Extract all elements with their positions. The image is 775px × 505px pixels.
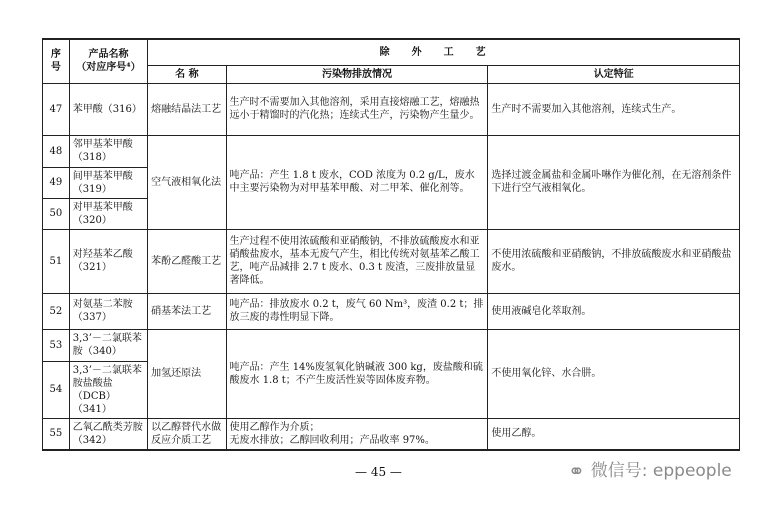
row-process-name: 加氢还原法 (148, 329, 226, 418)
row-pollutant: 吨产品：产生 14%废氢氧化钠碱液 300 kg，废盐酸和硫酸废水 1.8 t；不产生废活性炭等固体废弃物。 (226, 329, 488, 418)
row-product: 苯甲酸（316） (69, 83, 147, 135)
row-no: 50 (43, 198, 70, 229)
row-no: 47 (43, 83, 70, 135)
row-product: 间甲基苯甲酸（319） (69, 167, 147, 198)
row-product: 3,3’－二氯联苯胺盐酸盐（DCB）（341） (69, 361, 147, 418)
row-process-name: 空气液相氧化法 (148, 135, 226, 229)
header-pollutant: 污染物排放情况 (226, 65, 488, 83)
header-removal-process: 除外工艺 (148, 39, 740, 65)
header-feature: 认定特征 (488, 65, 740, 83)
watermark-text: 微信号: eppeople (590, 461, 732, 481)
row-process-name: 以乙醇替代水做反应介质工艺 (148, 418, 226, 450)
row-no: 49 (43, 167, 70, 198)
row-no: 51 (43, 229, 70, 293)
row-no: 55 (43, 418, 70, 450)
row-process-name: 硝基苯法工艺 (148, 293, 226, 329)
table-row (43, 135, 740, 167)
table-row (43, 418, 740, 450)
table-row (43, 329, 740, 361)
row-product: 对羟基苯乙酸（321） (69, 229, 147, 293)
header-no: 序号 (43, 39, 70, 83)
wechat-icon: ⚭ (568, 459, 585, 483)
row-feature: 使用乙醇。 (488, 418, 740, 450)
table-row (43, 83, 740, 135)
row-product: 对甲基苯甲酸（320） (69, 198, 147, 229)
row-feature: 使用液碱皂化萃取剂。 (488, 293, 740, 329)
row-no: 52 (43, 293, 70, 329)
row-pollutant: 使用乙醇作为介质； 无废水排放；乙醇回收利用；产品收率 97%。 (226, 418, 488, 450)
row-process-name: 熔融结晶法工艺 (148, 83, 226, 135)
header-name: 名 称 (148, 65, 226, 83)
table-row (43, 229, 740, 293)
row-product: 乙氧乙酰类芳胺（342） (69, 418, 147, 450)
row-product: 对氨基二苯胺（337） (69, 293, 147, 329)
process-table (42, 38, 740, 451)
row-no: 53 (43, 329, 70, 361)
row-feature: 不使用浓硫酸和亚硝酸钠，不排放硫酸废水和亚硝酸盐废水。 (488, 229, 740, 293)
header-product: 产品名称 （对应序号⁴） (69, 39, 147, 83)
row-pollutant: 生产时不需要加入其他溶剂，采用直接熔融工艺，熔融热远小于精馏时的汽化热；连续式生产，污染物产生量少。 (226, 83, 488, 135)
row-feature: 选择过渡金属盐和金属卟啉作为催化剂，在无溶剂条件下进行空气液相氧化。 (488, 135, 740, 229)
row-process-name: 苯酚乙醛酸工艺 (148, 229, 226, 293)
row-feature: 生产时不需要加入其他溶剂，连续式生产。 (488, 83, 740, 135)
row-pollutant: 生产过程不使用浓硫酸和亚硝酸钠，不排放硫酸废水和亚硝酸盐废水，基本无废气产生，相比传统对氨基苯乙酸工艺，吨产品减排 2.7 t 废水、0.3 t 废渣，三废排放量显著降低。 (226, 229, 488, 293)
table-row (43, 293, 740, 329)
row-no: 54 (43, 361, 70, 418)
row-no: 48 (43, 135, 70, 167)
row-product: 3,3’－二氯联苯胺（340） (69, 329, 147, 361)
row-pollutant: 吨产品：产生 1.8 t 废水，COD 浓度为 0.2 g/L，废水中主要污染物为对甲基苯甲酸、对二甲苯、催化剂等。 (226, 135, 488, 229)
row-product: 邻甲基苯甲酸（318） (69, 135, 147, 167)
row-pollutant: 吨产品：排放废水 0.2 t，废气 60 Nm³，废渣 0.2 t；排放三废的毒性明显下降。 (226, 293, 488, 329)
row-feature: 不使用氧化锌、水合肼。 (488, 329, 740, 418)
page-number: — 45 — (355, 465, 402, 479)
watermark (568, 456, 732, 483)
